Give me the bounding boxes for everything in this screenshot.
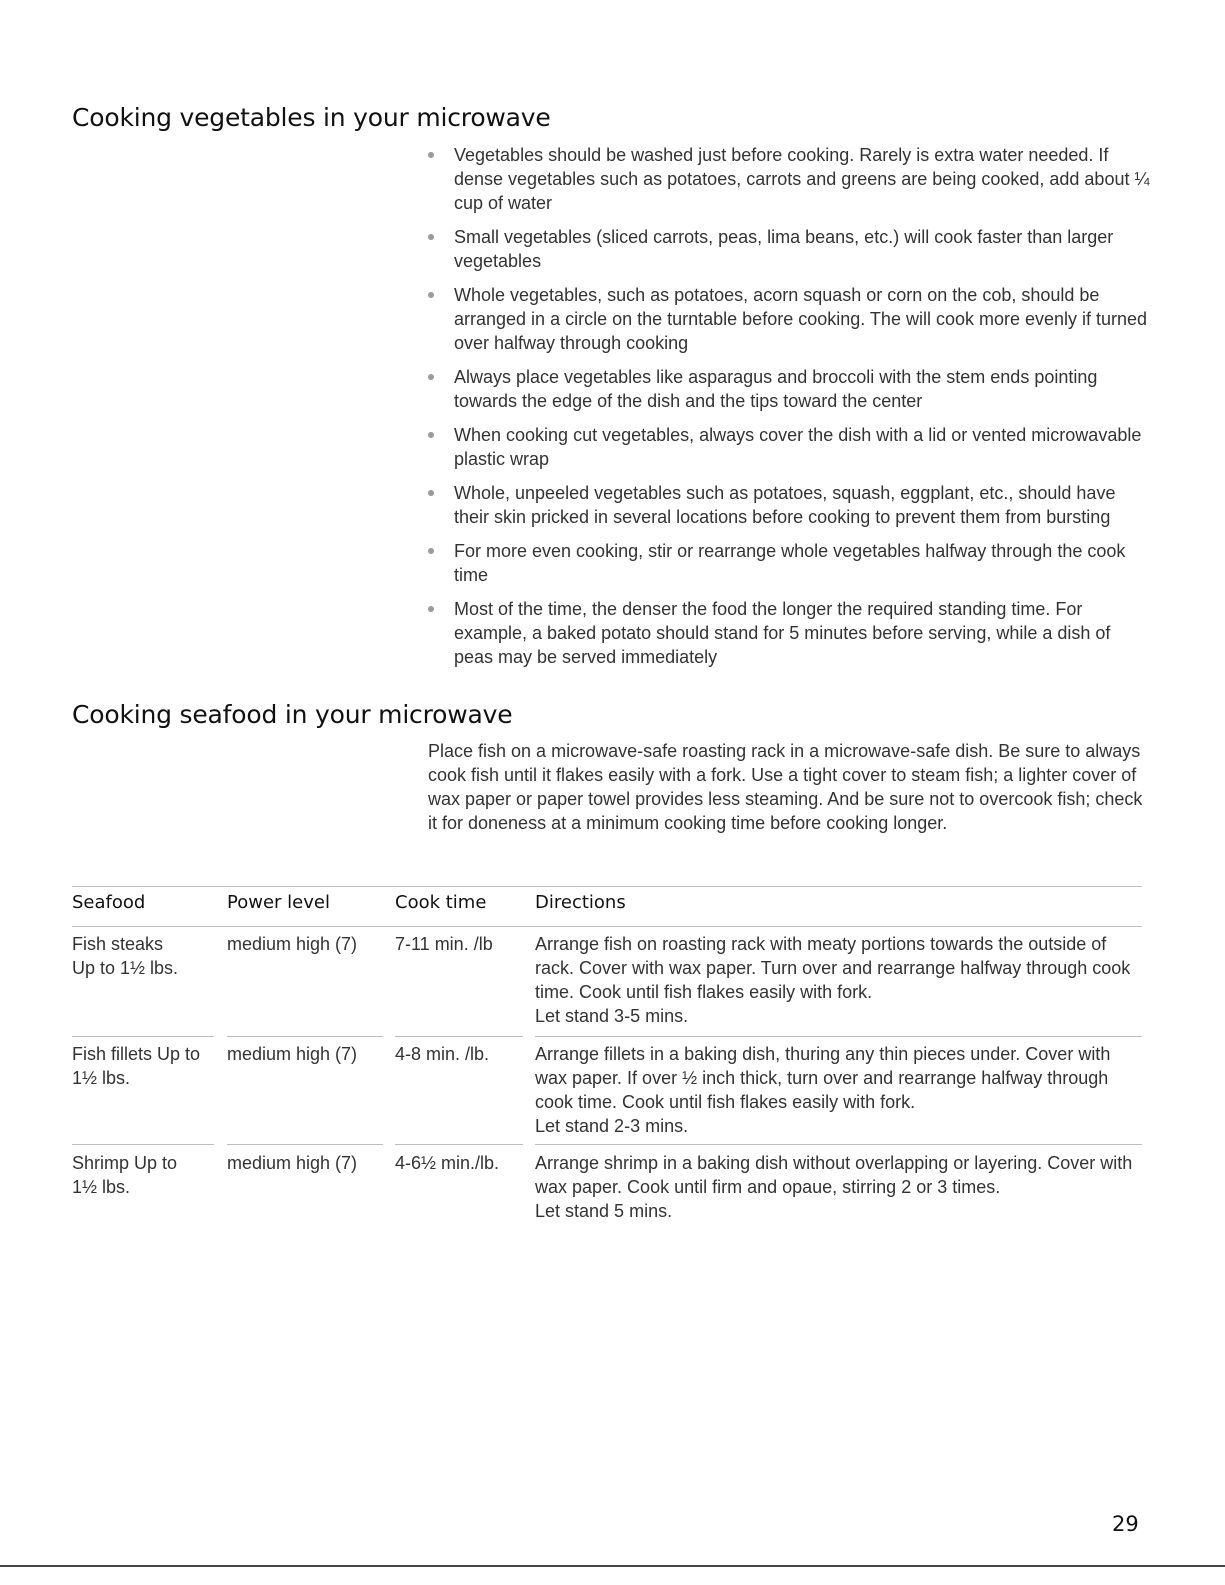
list-item [424,597,1154,669]
stand-time-text: Let stand 3-5 mins. [535,1006,689,1026]
vegetables-heading: Cooking vegetables in your microwave [72,103,551,132]
list-item [424,225,1154,273]
bullet-text: Whole vegetables, such as potatoes, acorn squash or corn on the cob, should be arranged in a circle on the turntable before cooking. The will cook more evenly if turned over halfway through cooking [454,285,1148,353]
row-divider [535,1144,1142,1145]
vegetables-bullet-list [424,143,1154,679]
row-divider [227,1144,383,1145]
list-item [424,539,1154,587]
header-cook-time: Cook time [395,892,487,913]
seafood-name: Shrimp Up to [72,1153,178,1173]
bullet-icon [428,152,434,158]
table-header-rule [72,926,1142,927]
bullet-text: Most of the time, the denser the food the longer the required standing time. For example, a baked potato should stand for 5 minutes before serving, while a dish of peas may be served immediately [454,599,1111,667]
bullet-text: Small vegetables (sliced carrots, peas, lima beans, etc.) will cook faster than larger vegetables [454,227,1114,271]
header-directions: Directions [535,892,626,913]
row-divider [72,1036,214,1037]
list-item [424,423,1154,471]
list-item [424,283,1154,355]
seafood-name: Fish fillets Up to [72,1044,201,1064]
seafood-cell [72,1151,220,1199]
seafood-weight: 1½ lbs. [72,1068,131,1088]
directions-text: Arrange fillets in a baking dish, thuring any thin pieces under. Cover with wax paper. If over ½ inch thick, turn over and rearrange halfway through cook time. Cook until fish flakes easily with fork. [535,1044,1111,1112]
bullet-icon [428,234,434,240]
bullet-icon [428,292,434,298]
power-level-cell: medium high (7) [227,934,358,954]
bullet-text: Whole, unpeeled vegetables such as potatoes, squash, eggplant, etc., should have their skin pricked in several locations before cooking to prevent them from bursting [454,483,1116,527]
row-divider [395,1144,523,1145]
bullet-text: Always place vegetables like asparagus and broccoli with the stem ends pointing towards the edge of the dish and the tips toward the center [454,367,1098,411]
seafood-intro-paragraph: Place fish on a microwave-safe roasting rack in a microwave-safe dish. Be sure to always cook fish until it flakes easily with a fork. Use a tight cover to steam fish; a lighter cover of wax paper or paper towel provides less steaming. And be sure not to overcook fish; check it for doneness at a minimum cooking time before cooking longer. [428,741,1143,833]
seafood-heading: Cooking seafood in your microwave [72,700,513,729]
bullet-icon [428,432,434,438]
row-divider [72,1144,214,1145]
row-divider [535,1036,1142,1037]
header-seafood: Seafood [72,892,146,913]
directions-text: Arrange fish on roasting rack with meaty portions towards the outside of rack. Cover with wax paper. Turn over and rearrange halfway through cook time. Cook until fish flakes easily with fork. [535,934,1131,1002]
header-power-level: Power level [227,892,330,913]
directions-cell [535,1042,1142,1138]
bullet-text: Vegetables should be washed just before cooking. Rarely is extra water needed. If dense vegetables such as potatoes, carrots and greens are being cooked, add about ¼ cup of water [454,145,1150,213]
page-bottom-rule [0,1565,1225,1567]
list-item [424,365,1154,413]
directions-text: Arrange shrimp in a baking dish without overlapping or layering. Cover with wax paper. Cook until firm and opaue, stirring 2 or 3 times. [535,1153,1133,1197]
stand-time-text: Let stand 2-3 mins. [535,1116,689,1136]
seafood-weight: Up to 1½ lbs. [72,958,179,978]
bullet-text: When cooking cut vegetables, always cover the dish with a lid or vented microwavable plastic wrap [454,425,1142,469]
list-item [424,143,1154,215]
stand-time-text: Let stand 5 mins. [535,1201,673,1221]
bullet-icon [428,490,434,496]
seafood-name: Fish steaks [72,934,164,954]
seafood-cell [72,932,220,980]
bullet-text: For more even cooking, stir or rearrange whole vegetables halfway through the cook time [454,541,1126,585]
list-item [424,481,1154,529]
row-divider [227,1036,383,1037]
bullet-icon [428,606,434,612]
directions-cell [535,1151,1142,1223]
seafood-cell [72,1042,220,1090]
row-divider [395,1036,523,1037]
page-number: 29 [1112,1512,1139,1536]
directions-cell [535,932,1142,1028]
power-level-cell: medium high (7) [227,1153,358,1173]
table-top-rule [72,886,1142,887]
bullet-icon [428,374,434,380]
cook-time-cell: 4-6½ min./lb. [395,1153,500,1173]
cook-time-cell: 4-8 min. /lb. [395,1044,490,1064]
seafood-weight: 1½ lbs. [72,1177,131,1197]
cook-time-cell: 7-11 min. /lb [395,934,493,954]
bullet-icon [428,548,434,554]
power-level-cell: medium high (7) [227,1044,358,1064]
